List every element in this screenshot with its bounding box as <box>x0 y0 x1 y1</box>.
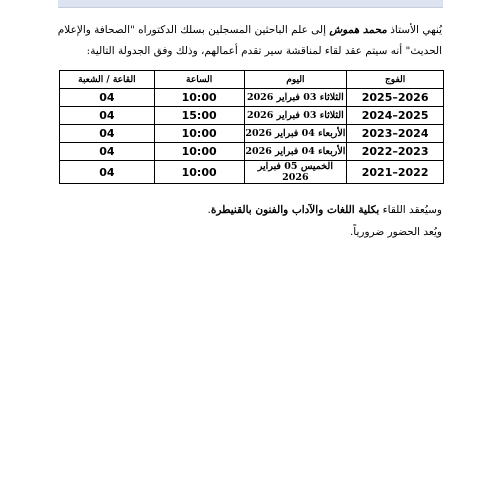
cell-time: 10:00 <box>154 89 244 107</box>
professor-name: محمد هموش <box>329 24 387 36</box>
table-row <box>60 89 444 107</box>
cell-cohort: 2024–2023 <box>347 125 444 143</box>
intro-paragraph <box>50 20 442 62</box>
cell-room: 04 <box>60 161 155 184</box>
venue-prefix: وسيُعقد اللقاء <box>379 204 442 216</box>
header-day: اليوم <box>244 71 347 89</box>
table-row <box>60 143 444 161</box>
header-time: الساعة <box>154 71 244 89</box>
cell-cohort: 2025–2024 <box>347 107 444 125</box>
cell-cohort: 2026–2025 <box>347 89 444 107</box>
schedule-table <box>59 70 444 184</box>
venue-paragraph <box>50 200 442 221</box>
cell-room: 04 <box>60 89 155 107</box>
cell-time: 10:00 <box>154 161 244 184</box>
cell-day: الثلاثاء 03 فبراير 2026 <box>244 89 347 107</box>
header-cohort: الفوج <box>347 71 444 89</box>
cell-time: 10:00 <box>154 125 244 143</box>
cell-time: 15:00 <box>154 107 244 125</box>
header-room: القاعة / الشعبة <box>60 71 155 89</box>
cell-time: 10:00 <box>154 143 244 161</box>
table-header-row <box>60 71 444 89</box>
cell-cohort: 2022–2021 <box>347 161 444 184</box>
closing-line: ويُعد الحضور ضرورياً. <box>349 226 442 238</box>
venue-name: بكلية اللغات والآداب والفنون بالقنيطرة <box>210 204 380 216</box>
cell-day: الأربعاء 04 فبراير 2026 <box>244 143 347 161</box>
cell-room: 04 <box>60 125 155 143</box>
cell-cohort: 2023–2022 <box>347 143 444 161</box>
cell-room: 04 <box>60 143 155 161</box>
table-row <box>60 161 444 184</box>
cell-day: الثلاثاء 03 فبراير 2026 <box>244 107 347 125</box>
cell-day: الخميس 05 فبراير 2026 <box>244 161 347 184</box>
cell-room: 04 <box>60 107 155 125</box>
venue-suffix: . <box>207 204 211 216</box>
table-row <box>60 125 444 143</box>
cell-day: الأربعاء 04 فبراير 2026 <box>244 125 347 143</box>
header-banner <box>58 0 443 8</box>
table-row <box>60 107 444 125</box>
intro-prefix: يُنهي الأستاذ <box>386 24 442 36</box>
intro-suffix: إلى علم الباحثين المسجلين بسلك الدكتوراه "الصحافة والإعلام الحديث" أنه سيتم عقد لقاء لمناقشة سير تقدم أعمالهم، وذلك وفق الجدولة التالية: <box>57 24 442 57</box>
